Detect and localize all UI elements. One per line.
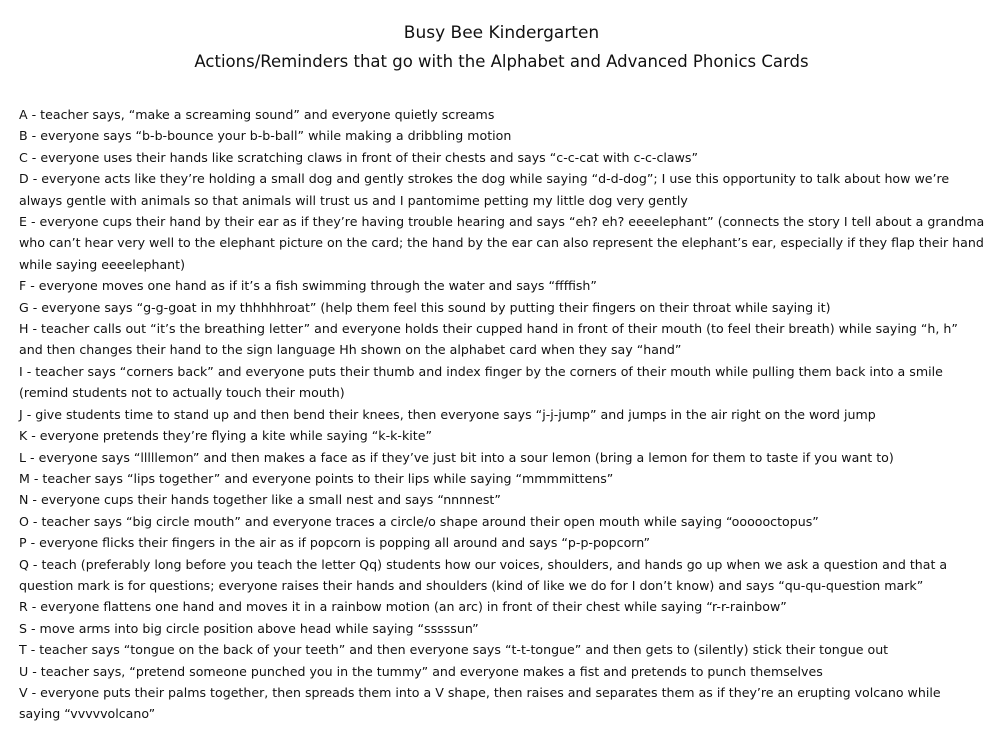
page-title: Busy Bee Kindergarten: [403, 23, 600, 43]
list-item-k: K - everyone pretends they’re flying a kite while saying “k-k-kite”: [19, 428, 432, 444]
list-item-c: C - everyone uses their hands like scratching claws in front of their chests and says “c-c-cat with c-c-claws”: [19, 149, 698, 165]
list-item-g: G - everyone says “g-g-goat in my thhhhhroat” (help them feel this sound by putting their fingers on their throat while saying it): [19, 299, 831, 315]
letter-action-list: [19, 104, 985, 725]
list-item-j: J - give students time to stand up and then bend their knees, then everyone says “j-j-jump” and jumps in the air right on the word jump: [19, 406, 876, 422]
list-item-e: E - everyone cups their hand by their ear as if they’re having trouble hearing and says “eh? eh? eeeelephant” (connects the story I tell about a grandma who can’t hear very well to the elephant picture on the card; the hand by the ear can also represent the elephant’s ear, especially if they flap their hand while saying eeeelephant): [19, 214, 985, 272]
list-item-p: P - everyone flicks their fingers in the air as if popcorn is popping all around and says “p-p-popcorn”: [19, 535, 651, 551]
list-item-t: T - teacher says “tongue on the back of your teeth” and then everyone says “t-t-tongue” and then gets to (silently) stick their tongue out: [19, 642, 889, 658]
list-item-f: F - everyone moves one hand as if it’s a fish swimming through the water and says “ffffish”: [19, 278, 597, 294]
list-item-a: A - teacher says, “make a screaming sound” and everyone quietly screams: [19, 107, 495, 122]
list-item-u: U - teacher says, “pretend someone punched you in the tummy” and everyone makes a fist and pretends to punch themselves: [19, 663, 823, 679]
list-item-h: H - teacher calls out “it’s the breathing letter” and everyone holds their cupped hand in front of their mouth (to feel their breath) while saying “h, h” and then changes their hand to the sign language Hh shown on the alphabet card when they say “hand”: [19, 321, 958, 358]
list-item-d: D - everyone acts like they’re holding a small dog and gently strokes the dog while saying “d-d-dog”; I use this opportunity to talk about how we’re always gentle with animals so that animals will trust us and I pantomime petting my little dog very gently: [19, 171, 950, 208]
list-item-i: I - teacher says “corners back” and everyone puts their thumb and index finger by the corners of their mouth while pulling them back into a smile (remind students not to actually touch their mouth): [19, 363, 943, 401]
list-item-m: M - teacher says “lips together” and everyone points to their lips while saying “mmmmittens”: [19, 470, 614, 486]
list-item-v: V - everyone puts their palms together, then spreads them into a V shape, then raises and separates them as if they’re an erupting volcano while saying “vvvvvolcano”: [19, 684, 941, 722]
list-item-q: Q - teach (preferably long before you teach the letter Qq) students how our voices, shoulders, and hands go up when we ask a question and that a question mark is for questions; everyone raises their hands and shoulders (kind of like we do for I don’t know) and says “qu-qu-question mark”: [19, 556, 948, 593]
list-item-n: N - everyone cups their hands together like a small nest and says “nnnnest”: [19, 492, 501, 508]
list-item-b: B - everyone says “b-b-bounce your b-b-ball” while making a dribbling motion: [19, 128, 512, 144]
list-item-o: O - teacher says “big circle mouth” and everyone traces a circle/o shape around their open mouth while saying “oooooctopus”: [19, 513, 819, 529]
page-subtitle: Actions/Reminders that go with the Alphabet and Advanced Phonics Cards: [194, 52, 809, 71]
list-item-s: S - move arms into big circle position above head while saying “sssssun”: [19, 620, 479, 636]
list-item-l: L - everyone says “lllllemon” and then makes a face as if they’ve just bit into a sour lemon (bring a lemon for them to taste if you want to): [19, 449, 894, 465]
list-item-r: R - everyone flattens one hand and moves it in a rainbow motion (an arc) in front of their chest while saying “r-r-rainbow”: [19, 599, 787, 615]
